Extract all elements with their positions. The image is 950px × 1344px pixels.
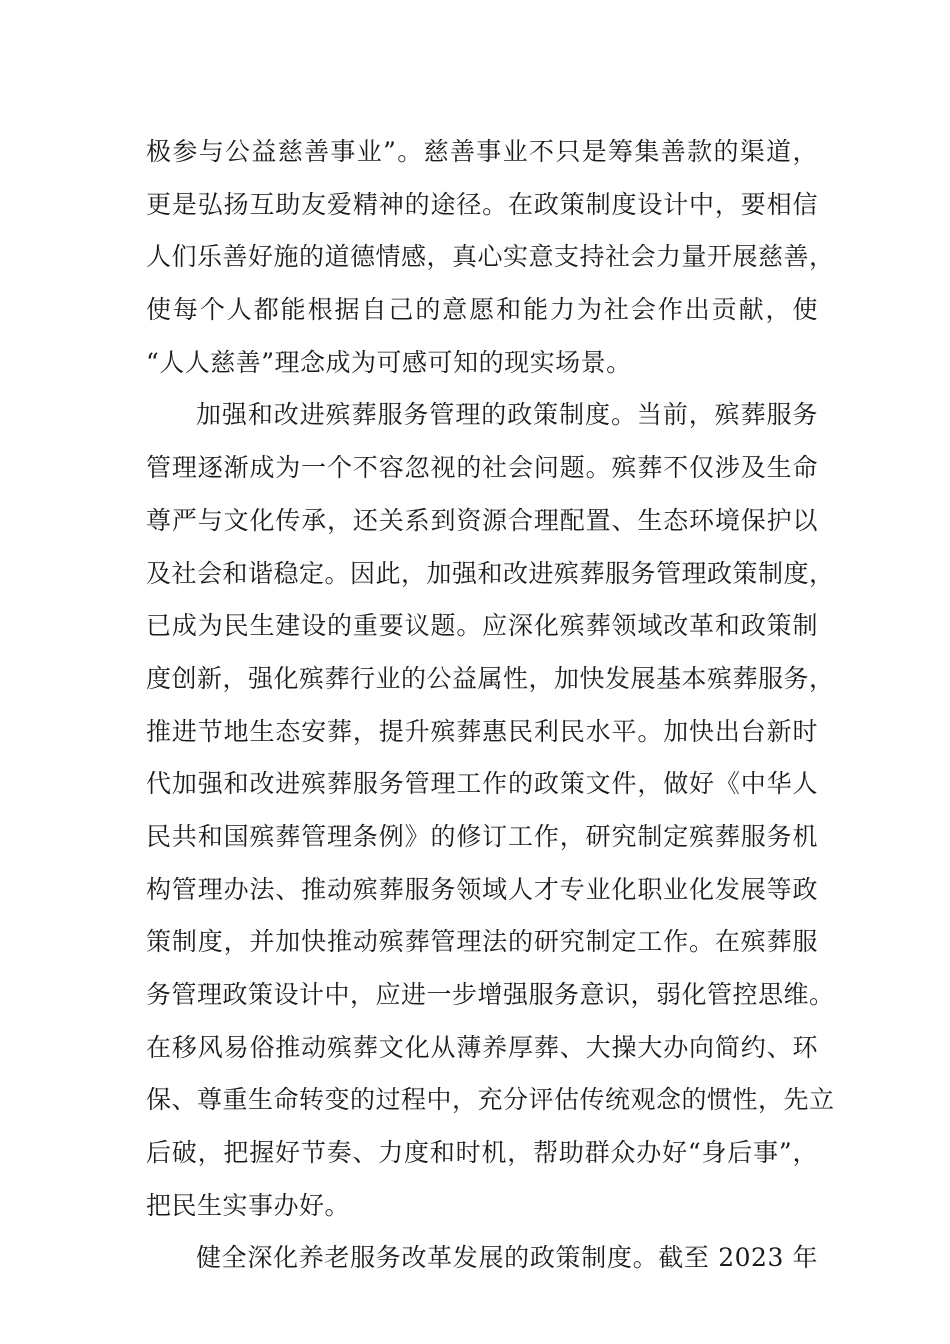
- paragraph: [146, 1232, 818, 1285]
- text-line: 更是弘扬互助友爱精神的途径。在政策制度设计中，要相信: [146, 189, 818, 219]
- text-line: 使每个人都能根据自己的意愿和能力为社会作出贡献，使: [146, 295, 818, 325]
- text-line: 度创新，强化殡葬行业的公益属性，加快发展基本殡葬服务，: [146, 663, 835, 693]
- text-line: 后破，把握好节奏、力度和时机，帮助群众办好“身后事”，: [146, 1138, 818, 1168]
- text-line: “人人慈善”理念成为可感可知的现实场景。: [146, 347, 632, 377]
- text-line: 构管理办法、推动殡葬服务领域人才专业化职业化发展等政: [146, 874, 818, 904]
- body-text: [146, 126, 835, 1285]
- text-line: 保、尊重生命转变的过程中，充分评估传统观念的惯性，先立: [146, 1085, 835, 1115]
- text-line: 已成为民生建设的重要议题。应深化殡葬领域改革和政策制: [146, 611, 818, 641]
- paragraph: [146, 389, 835, 1232]
- text-line: 在移风易俗推动殡葬文化从薄养厚葬、大操大办向简约、环: [146, 1032, 818, 1062]
- text-line: 推进节地生态安葬，提升殡葬惠民利民水平。加快出台新时: [146, 716, 818, 746]
- text-line: 民共和国殡葬管理条例》的修订工作，研究制定殡葬服务机: [146, 821, 818, 851]
- text-line: 管理逐渐成为一个不容忽视的社会问题。殡葬不仅涉及生命: [146, 453, 818, 483]
- text-line: 务管理政策设计中，应进一步增强服务意识，弱化管控思维。: [146, 980, 835, 1009]
- text-line: 把民生实事办好。: [146, 1190, 351, 1220]
- text-line: 代加强和改进殡葬服务管理工作的政策文件，做好《中华人: [146, 769, 818, 799]
- text-line: 尊严与文化传承，还关系到资源合理配置、生态环境保护以: [146, 505, 818, 535]
- text-line: 人们乐善好施的道德情感，真心实意支持社会力量开展慈善，: [146, 242, 835, 272]
- paragraph: [146, 126, 835, 389]
- text-line: 健全深化养老服务改革发展的政策制度。截至 2023 年: [196, 1243, 818, 1273]
- text-line: 及社会和谐稳定。因此，加强和改进殡葬服务管理政策制度，: [146, 558, 835, 588]
- text-line: 极参与公益慈善事业”。慈善事业不只是筹集善款的渠道，: [146, 137, 818, 166]
- text-line: 策制度，并加快推动殡葬管理法的研究制定工作。在殡葬服: [146, 927, 818, 957]
- text-line: 加强和改进殡葬服务管理的政策制度。当前，殡葬服务: [196, 400, 818, 430]
